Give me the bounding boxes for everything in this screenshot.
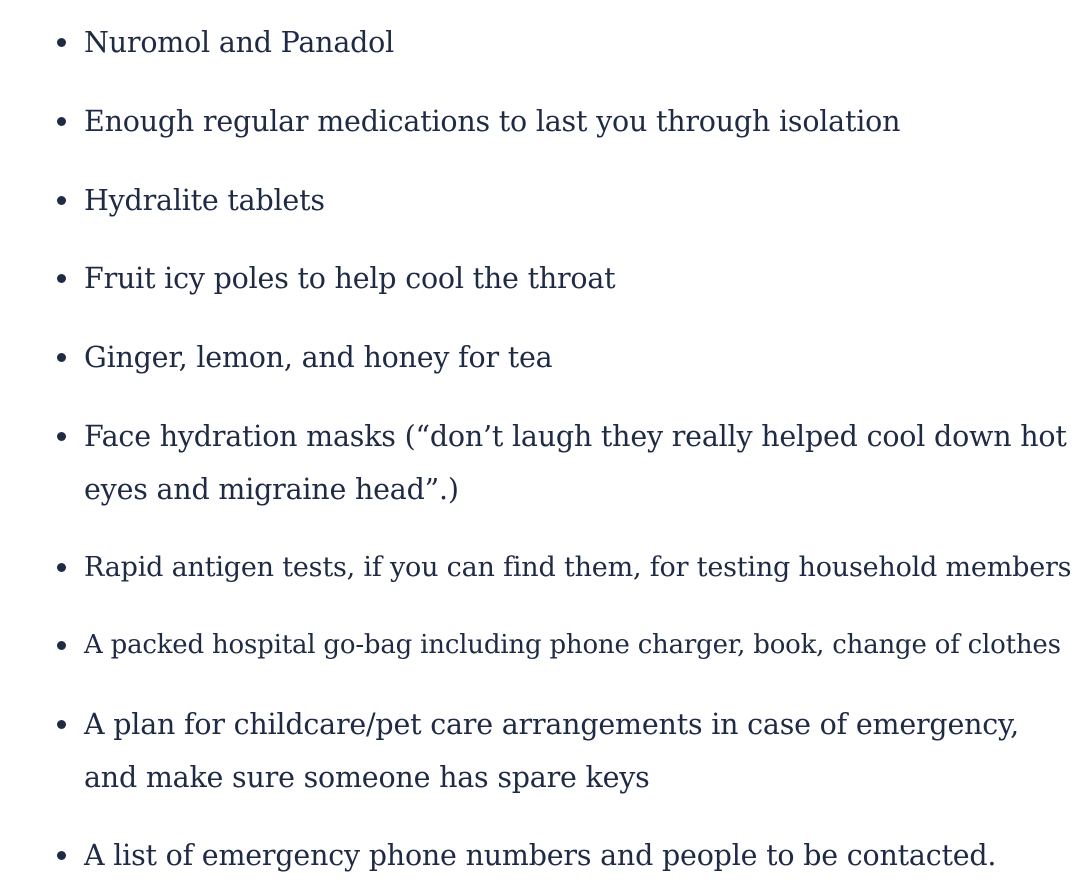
list-item-text: A list of emergency phone numbers and people to be contacted. <box>84 839 997 872</box>
list-item-text: Hydralite tablets <box>84 184 325 217</box>
list-item <box>84 698 1074 804</box>
list-item-text: Face hydration masks (“don’t laugh they really helped cool down hot eyes and migraine head”.) <box>84 420 1067 506</box>
bullet-icon <box>57 38 66 47</box>
list-item <box>84 410 1074 516</box>
list-item-text: A packed hospital go-bag including phone charger, book, change of clothes <box>84 630 1061 660</box>
bullet-icon <box>57 353 66 362</box>
bullet-icon <box>57 720 66 729</box>
bullet-icon <box>57 117 66 126</box>
list-item <box>84 174 1074 227</box>
list-item-text: Fruit icy poles to help cool the throat <box>84 262 616 295</box>
bullet-icon <box>57 563 66 572</box>
bullet-icon <box>57 432 66 441</box>
bullet-icon <box>57 274 66 283</box>
list-item-text: Ginger, lemon, and honey for tea <box>84 341 553 374</box>
list-item <box>84 16 1074 69</box>
list-item <box>84 619 1074 672</box>
bullet-icon <box>57 196 66 205</box>
bullet-icon <box>57 641 66 650</box>
list-item-text: Nuromol and Panadol <box>84 26 395 59</box>
list-item <box>84 95 1074 148</box>
list-item <box>84 541 1074 594</box>
bullet-icon <box>57 851 66 860</box>
list-item <box>84 331 1074 384</box>
list-item <box>84 829 1074 882</box>
list-item-text: Enough regular medications to last you through isolation <box>84 105 901 138</box>
list-item <box>84 252 1074 305</box>
list-item-text: Rapid antigen tests, if you can find them, for testing household members <box>84 552 1072 583</box>
list-item-text: A plan for childcare/pet care arrangements in case of emergency, and make sure someone has spare keys <box>84 708 1020 794</box>
